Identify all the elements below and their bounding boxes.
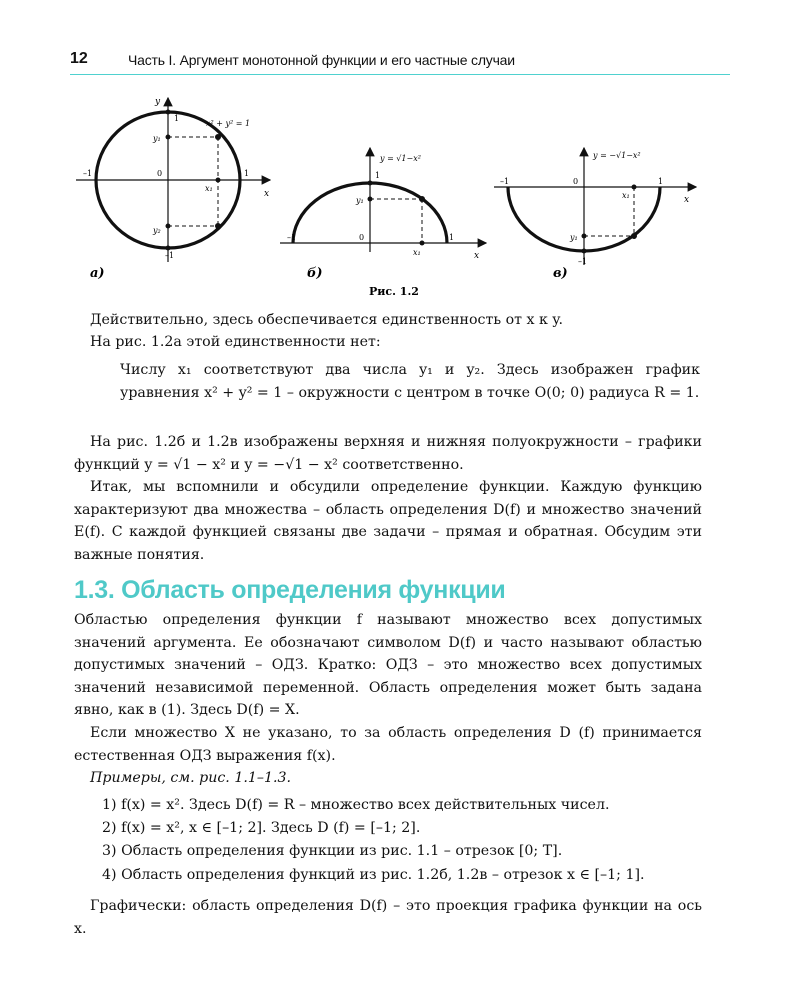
examples-label: Примеры, см. рис. 1.1–1.3.	[90, 770, 292, 786]
b-equation: y = √1−x²	[380, 154, 421, 163]
running-head: Часть I. Аргумент монотонной функции и его частные случаи	[128, 52, 515, 68]
a-x1-label: x₁	[205, 184, 213, 193]
panel-b	[280, 148, 486, 281]
b-tick-minus1-left: –1	[287, 233, 297, 242]
b-tick-1-right: 1	[449, 233, 455, 242]
paragraph-graphical: Графически: область определения D(f) – это проекция графика функции на ось x.	[74, 898, 702, 937]
a-tick-1-top: 1	[174, 114, 180, 123]
c-x1-label: x₁	[622, 191, 630, 200]
c-origin: 0	[573, 177, 579, 186]
a-tick-minus1-bottom: –1	[165, 251, 175, 260]
section-title: 1.3. Область определения функции	[74, 576, 506, 604]
b-origin: 0	[359, 233, 365, 242]
a-y2-label: y₂	[153, 226, 161, 235]
page-number: 12	[70, 50, 88, 67]
figure-caption: Рис. 1.2	[369, 285, 419, 298]
quote-block: Числу x₁ соответствуют два числа y₁ и y₂. Здесь изображен график уравнения x² + y² = 1 – окружности с центром в точке O(0; 0) радиуса R = 1.	[120, 362, 700, 401]
b-panel-label: б)	[307, 266, 323, 281]
a-panel-label: а)	[90, 266, 105, 281]
b-y1-label: y₁	[356, 196, 364, 205]
c-x-axis-label: x	[684, 195, 690, 205]
text-line-1: Действительно, здесь обеспечивается единственность от x к y.	[90, 312, 564, 328]
panel-c	[494, 148, 696, 281]
c-tick-minus1-bottom: –1	[578, 257, 588, 266]
a-y-axis-label: y	[155, 97, 161, 107]
b-tick-1-top: 1	[375, 171, 381, 180]
c-tick-1-right: 1	[658, 177, 664, 186]
list-item: 2) f(x) = x², x ∈ [–1; 2]. Здесь D (f) = [–1; 2].	[102, 820, 421, 837]
list-item: 3) Область определения функции из рис. 1.1 – отрезок [0; T].	[102, 843, 563, 860]
c-y1-label: y₁	[570, 233, 578, 242]
examples-list	[102, 794, 702, 887]
paragraph-natural-domain: Если множество X не указано, то за область определения D (f) принимается естественная ОДЗ выражения f(x).	[74, 725, 702, 764]
paragraph-semicircles: На рис. 1.2б и 1.2в изображены верхняя и нижняя полуокружности – графики функций y = √1 − x² и y = −√1 − x² соответственно.	[74, 434, 702, 473]
list-item: 4) Область определения функций из рис. 1.2б, 1.2в – отрезок x ∈ [–1; 1].	[102, 866, 645, 883]
paragraph-summary: Итак, мы вспомнили и обсудили определение функции. Каждую функцию характеризуют два множества – область определения D(f) и множество значений E(f). С каждой функцией связаны две задачи – прямая и обратная. Обсудим эти важные понятия.	[74, 479, 702, 563]
b-x1-label: x₁	[413, 248, 421, 257]
a-tick-1-right: 1	[244, 169, 250, 178]
c-panel-label: в)	[553, 266, 568, 281]
a-y1-label: y₁	[153, 134, 161, 143]
panel-a	[76, 97, 270, 281]
list-item: 1) f(x) = x². Здесь D(f) = R – множество всех действительных чисел.	[102, 797, 610, 813]
a-tick-minus1-left: –1	[83, 169, 93, 178]
a-equation: x² + y² = 1	[206, 119, 251, 128]
c-tick-minus1-left: –1	[500, 177, 510, 186]
figure-1-2	[0, 0, 800, 310]
a-origin: 0	[157, 169, 163, 178]
text-line-2: На рис. 1.2а этой единственности нет:	[90, 334, 381, 350]
c-equation: y = −√1−x²	[593, 151, 641, 160]
b-x-axis-label: x	[474, 251, 480, 261]
paragraph-definition: Областью определения функции f называют множество всех допустимых значений аргумента. Ее обозначают символом D(f) и часто называют областью допустимых значений – ОДЗ. Кратко: ОДЗ – это множество всех допустимых значений независимой переменной. Область определения может быть задана явно, как в (1). Здесь D(f) = X.	[74, 612, 702, 719]
a-x-axis-label: x	[264, 189, 270, 199]
